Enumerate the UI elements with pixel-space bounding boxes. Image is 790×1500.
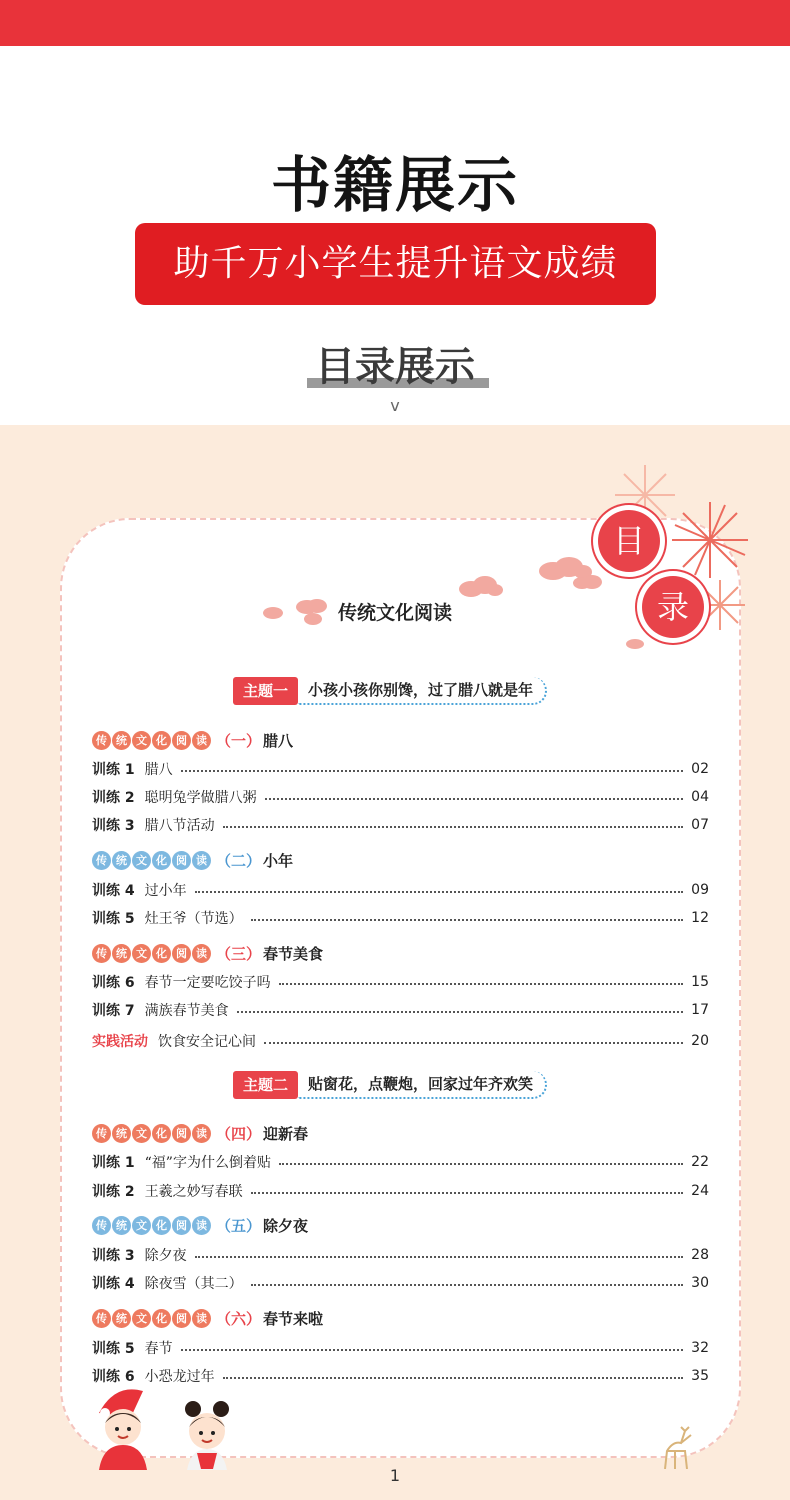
toc-entry[interactable] (92, 1180, 709, 1202)
sub-section-char: 传 (92, 851, 111, 870)
sub-section-char: 文 (132, 851, 151, 870)
toc-entry-label: 训练 1 (92, 762, 135, 778)
sub-section-char: 读 (192, 944, 211, 963)
sub-section-header (92, 728, 293, 752)
toc-entry-page: 28 (691, 1247, 709, 1263)
sub-section-char: 化 (152, 944, 171, 963)
toc-badge-lu: 录 (642, 576, 704, 638)
sub-section-char: 传 (92, 1124, 111, 1143)
theme-header (233, 1071, 547, 1099)
sub-section-char: 文 (132, 944, 151, 963)
sub-section-char: 统 (112, 731, 131, 750)
page-title: 书籍展示 (271, 151, 519, 221)
dot-leader (223, 1377, 684, 1379)
sub-section-char: 读 (192, 1216, 211, 1235)
toc-entry-page: 22 (691, 1154, 709, 1170)
sub-section-char: 传 (92, 1216, 111, 1235)
sub-section-header (92, 1213, 308, 1237)
toc-entry-title: 王羲之妙写春联 (144, 1184, 243, 1200)
toc-entry-title: 聪明兔学做腊八粥 (144, 790, 257, 806)
sub-section-char: 化 (152, 1124, 171, 1143)
sub-section-name: 春节美食 (263, 944, 324, 963)
toc-entry-page: 15 (691, 974, 709, 990)
deer-decoration (655, 1425, 701, 1469)
toc-entry-title: 春节一定要吃饺子吗 (144, 975, 271, 991)
cloud-icon (455, 575, 505, 599)
sub-section-name: 迎新春 (263, 1124, 309, 1143)
sub-section-char: 统 (112, 1216, 131, 1235)
sub-section-char: 统 (112, 1124, 131, 1143)
sub-section-char: 文 (132, 1124, 151, 1143)
dot-leader (237, 1011, 684, 1013)
sub-section-number: （一） (216, 731, 262, 750)
chevron-down-icon: v (390, 396, 400, 415)
cloud-icon (625, 638, 645, 650)
sub-section-name: 小年 (263, 851, 294, 870)
dot-leader (251, 1284, 684, 1286)
sub-section-char: 阅 (172, 1309, 191, 1328)
dot-leader (251, 1192, 684, 1194)
toc-entry-label: 训练 2 (92, 790, 135, 806)
theme-header (233, 677, 547, 705)
toc-entry-page: 35 (691, 1368, 709, 1384)
toc-entry[interactable] (92, 971, 709, 993)
cartoon-children-illustration (85, 1383, 245, 1470)
toc-entry-title: 过小年 (144, 883, 187, 899)
sub-section-char: 传 (92, 731, 111, 750)
toc-entry[interactable] (92, 1272, 709, 1294)
section-title: 目录展示 (309, 335, 481, 392)
sub-section-char: 化 (152, 851, 171, 870)
toc-entry-title: 腊八节活动 (144, 818, 215, 834)
toc-entry-label: 训练 3 (92, 1248, 135, 1264)
slogan-banner: 助千万小学生提升语文成绩 (135, 223, 656, 305)
dot-leader (264, 1042, 683, 1044)
toc-entry-title: 腊八 (144, 762, 173, 778)
toc-entry-label: 训练 6 (92, 975, 135, 991)
toc-entry-page: 20 (691, 1033, 709, 1049)
toc-entry[interactable] (92, 1244, 709, 1266)
sub-section-header (92, 1306, 323, 1330)
top-red-bar (0, 0, 790, 46)
toc-entry-title: 除夜雪（其二） (144, 1276, 243, 1292)
theme-title: 小孩小孩你别馋，过了腊八就是年 (298, 677, 547, 705)
sub-section-name: 腊八 (263, 731, 294, 750)
toc-entry-page: 30 (691, 1275, 709, 1291)
theme-title: 贴窗花，点鞭炮，回家过年齐欢笑 (298, 1071, 547, 1099)
sub-section-char: 文 (132, 731, 151, 750)
sub-section-char: 阅 (172, 851, 191, 870)
toc-entry-label: 训练 2 (92, 1184, 135, 1200)
dot-leader (279, 983, 684, 985)
toc-entry[interactable] (92, 758, 709, 780)
sub-section-char: 阅 (172, 1124, 191, 1143)
sub-section-name: 春节来啦 (263, 1309, 324, 1328)
toc-entry[interactable] (92, 1337, 709, 1359)
toc-entry-page: 07 (691, 817, 709, 833)
toc-entry-page: 17 (691, 1002, 709, 1018)
toc-entry[interactable] (92, 879, 709, 901)
toc-entry-page: 09 (691, 882, 709, 898)
sub-section-char: 化 (152, 1309, 171, 1328)
dot-leader (181, 1349, 684, 1351)
toc-entry[interactable] (92, 786, 709, 808)
sub-section-char: 化 (152, 1216, 171, 1235)
sub-section-char: 读 (192, 1124, 211, 1143)
toc-entry-label: 训练 3 (92, 818, 135, 834)
toc-entry-page: 02 (691, 761, 709, 777)
sub-section-char: 传 (92, 1309, 111, 1328)
toc-entry[interactable] (92, 907, 709, 929)
sub-section-char: 统 (112, 851, 131, 870)
toc-entry-title: “福”字为什么倒着贴 (144, 1155, 271, 1171)
dot-leader (195, 1256, 684, 1258)
toc-entry-title: 灶王爷（节选） (144, 911, 243, 927)
toc-entry-title: 除夕夜 (144, 1248, 187, 1264)
toc-entry-label: 实践活动 (92, 1034, 148, 1050)
sub-section-char: 阅 (172, 1216, 191, 1235)
sub-section-number: （五） (216, 1216, 262, 1235)
toc-entry-title: 满族春节美食 (144, 1003, 229, 1019)
theme-tag: 主题一 (233, 677, 298, 705)
toc-entry-page: 12 (691, 910, 709, 926)
sub-section-char: 读 (192, 1309, 211, 1328)
toc-entry-label: 训练 5 (92, 1341, 135, 1357)
sub-section-number: （六） (216, 1309, 262, 1328)
theme-tag: 主题二 (233, 1071, 298, 1099)
sub-section-name: 除夕夜 (263, 1216, 309, 1235)
toc-entry-label: 训练 5 (92, 911, 135, 927)
toc-entry-label: 训练 7 (92, 1003, 135, 1019)
dot-leader (223, 826, 684, 828)
toc-entry-title: 小恐龙过年 (144, 1369, 215, 1385)
sub-section-char: 文 (132, 1216, 151, 1235)
dot-leader (195, 891, 684, 893)
dot-leader (251, 919, 684, 921)
sub-section-char: 统 (112, 944, 131, 963)
sub-section-header (92, 848, 293, 872)
toc-entry-title: 春节 (144, 1341, 173, 1357)
toc-entry-label: 训练 4 (92, 1276, 135, 1292)
toc-entry[interactable] (92, 1151, 709, 1173)
sub-section-char: 读 (192, 851, 211, 870)
sub-section-char: 文 (132, 1309, 151, 1328)
sub-section-number: （四） (216, 1124, 262, 1143)
sub-section-char: 阅 (172, 731, 191, 750)
sub-section-char: 化 (152, 731, 171, 750)
cloud-icon (570, 574, 604, 590)
toc-entry-title: 饮食安全记心间 (158, 1034, 256, 1050)
toc-entry[interactable] (92, 1030, 709, 1052)
sub-section-header (92, 941, 323, 965)
sub-section-number: （三） (216, 944, 262, 963)
toc-entry-label: 训练 4 (92, 883, 135, 899)
dot-leader (279, 1163, 683, 1165)
toc-entry[interactable] (92, 814, 709, 836)
toc-heading: 传统文化阅读 (337, 602, 452, 624)
sub-section-char: 传 (92, 944, 111, 963)
toc-entry[interactable] (92, 999, 709, 1021)
sub-section-char: 统 (112, 1309, 131, 1328)
dot-leader (265, 798, 684, 800)
sub-section-header (92, 1121, 308, 1145)
toc-entry-page: 32 (691, 1340, 709, 1356)
page-number: 1 (389, 1466, 401, 1485)
sub-section-char: 阅 (172, 944, 191, 963)
sub-section-char: 读 (192, 731, 211, 750)
toc-badge-mu: 目 (598, 510, 660, 572)
toc-entry-page: 24 (691, 1183, 709, 1199)
toc-entry-label: 训练 6 (92, 1369, 135, 1385)
dot-leader (181, 770, 684, 772)
toc-entry-page: 04 (691, 789, 709, 805)
toc-entry-label: 训练 1 (92, 1155, 135, 1171)
sub-section-number: （二） (216, 851, 262, 870)
